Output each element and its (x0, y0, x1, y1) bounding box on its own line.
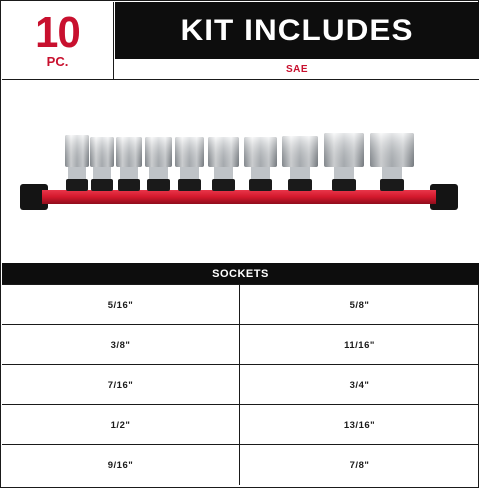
sockets-header (2, 263, 479, 284)
page-subtitle: SAE (285, 63, 309, 75)
socket-size: 13/16" (343, 419, 376, 431)
socket-size: 7/8" (349, 459, 370, 471)
piece-count-unit: PC. (46, 53, 69, 69)
product-image (2, 80, 479, 263)
subtitle-bar (115, 59, 479, 79)
socket-size: 7/16" (2, 365, 240, 405)
socket-size: 1/2" (2, 405, 240, 445)
socket-size: 5/8" (349, 299, 370, 311)
page-title: KIT INCLUDES (180, 13, 414, 47)
socket-rail-illustration (2, 80, 479, 263)
socket-size: 3/4" (349, 379, 370, 391)
table-row (2, 284, 479, 324)
socket-size: 5/16" (2, 285, 240, 325)
piece-count: 10 (35, 7, 80, 57)
socket-size: 9/16" (2, 445, 240, 485)
table-row (2, 324, 479, 364)
title-bar (115, 2, 479, 59)
table-row (2, 364, 479, 404)
piece-count-badge (2, 2, 114, 79)
table-row (2, 404, 479, 444)
table-row (2, 444, 479, 488)
sockets-table (2, 284, 479, 488)
sockets-header-label: SOCKETS (212, 267, 269, 280)
socket-rail (42, 190, 436, 204)
sockets-group (65, 133, 414, 191)
socket-size: 11/16" (344, 339, 375, 351)
socket-size: 3/8" (2, 325, 240, 365)
